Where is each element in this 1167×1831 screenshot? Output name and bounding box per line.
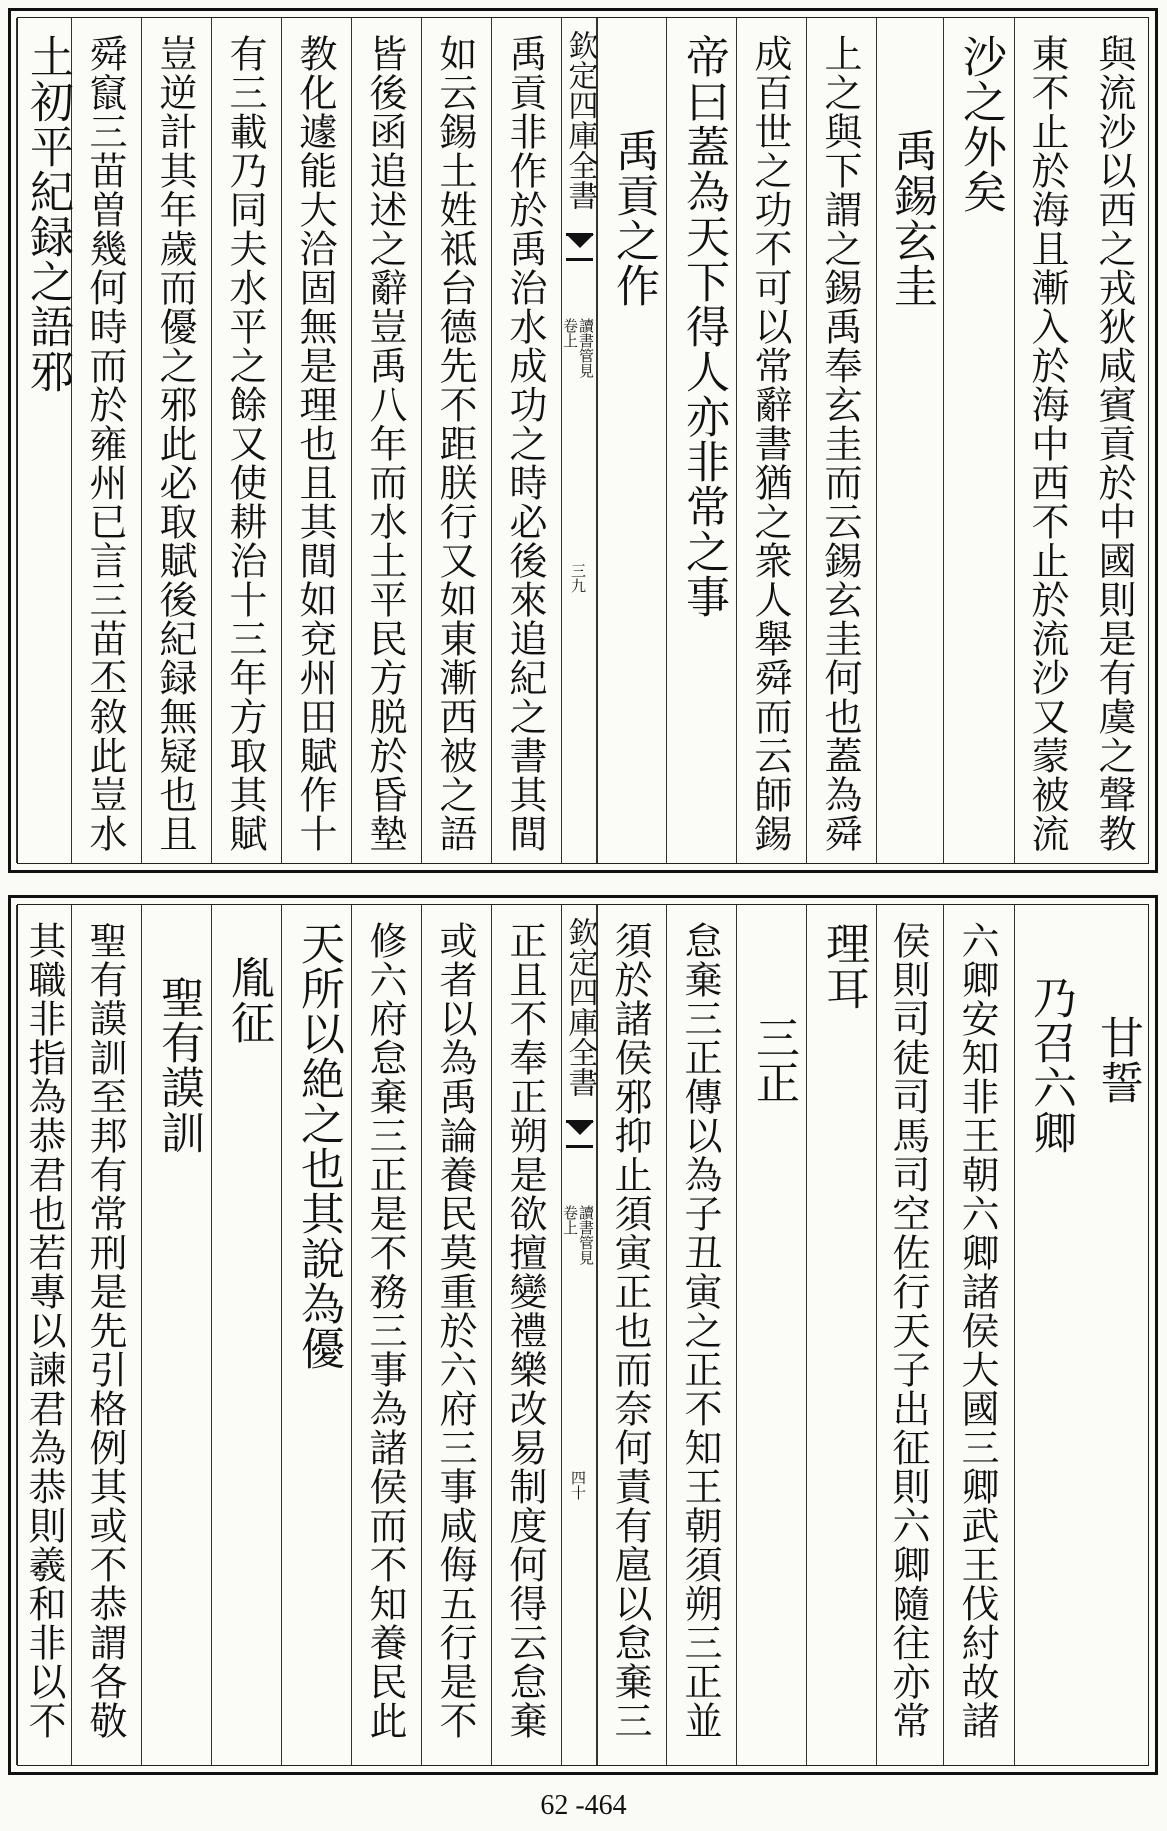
column (421, 905, 492, 1765)
column (141, 18, 212, 863)
column-text: 禹貢非作於禹治水成功之時必後來追紀之書其間 (503, 34, 547, 853)
strip-volume: 卷上 (561, 1205, 579, 1235)
column (596, 905, 667, 1765)
column-text: 須於諸侯邪抑止須寅正也而奈何責有扈以怠棄三 (608, 921, 652, 1740)
column-text: 上之與下謂之錫禹奉玄圭而云錫玄圭何也蓋為舜 (818, 34, 862, 853)
strip-volume: 卷上 (561, 318, 579, 348)
column-text: 如云錫土姓祗台德先不距朕行又如東漸西被之語 (433, 34, 477, 853)
column-text: 禹貢之作 (608, 128, 659, 308)
column-text: 怠棄三正傳以為子丑寅之正不知王朝須朔三正並 (678, 921, 722, 1740)
column (281, 18, 352, 863)
column (1014, 905, 1084, 1765)
page-lower (8, 895, 1158, 1775)
strip-title: 欽定四庫全書 (562, 917, 598, 1097)
column-text: 東不止於海且漸入於海中西不止於流沙又蒙被流 (1025, 34, 1069, 853)
page-upper-frame (17, 17, 1149, 864)
column-text: 帝曰蓋為天下得人亦非常之事 (678, 34, 729, 619)
column (1014, 18, 1084, 863)
column (806, 18, 877, 863)
column-text: 聖有謨訓至邦有常刑是先引格例其或不恭謂各敬 (83, 921, 127, 1740)
column-text: 沙之外矣 (955, 34, 1006, 214)
center-fold-strip (561, 18, 598, 863)
column (211, 18, 282, 863)
center-fold-strip (561, 905, 598, 1765)
column-text: 禹錫玄圭 (886, 128, 937, 308)
fish-tail-mark (566, 1120, 593, 1148)
column-text: 乃召六卿 (1025, 975, 1076, 1155)
column-text: 甘誓 (1092, 1015, 1143, 1105)
column (876, 18, 944, 863)
column (421, 18, 492, 863)
column (666, 18, 737, 863)
column-text: 侯則司徒司馬司空佐行天子出征則六卿隨往亦常 (886, 921, 930, 1740)
column (1083, 905, 1149, 1765)
column-text: 聖有謨訓 (153, 975, 204, 1155)
column (491, 18, 562, 863)
strip-leaf-number: 三九 (569, 563, 587, 593)
column-text: 成百世之功不可以常辭書猶之衆人舉舜而云師錫 (748, 34, 792, 853)
column (16, 905, 72, 1765)
strip-leaf-number: 四十 (569, 1470, 587, 1500)
page-lower-frame (17, 904, 1149, 1766)
column (281, 905, 352, 1765)
column-text: 胤征 (223, 955, 274, 1045)
column (141, 905, 212, 1765)
strip-title: 欽定四庫全書 (562, 30, 598, 210)
column (943, 905, 1015, 1765)
strip-book-title: 讀書管見 (577, 318, 595, 378)
column (351, 905, 422, 1765)
column (736, 18, 807, 863)
column (211, 905, 282, 1765)
column-text: 皆後函追述之辭豈禹八年而水土平民方脱於昏墊 (363, 34, 407, 853)
column-text: 六卿安知非王朝六卿諸侯大國三卿武王伐紂故諸 (955, 921, 999, 1740)
column-text: 教化遽能大洽固無是理也且其間如兗州田賦作十 (293, 34, 337, 853)
column-text: 修六府怠棄三正是不務三事為諸侯而不知養民此 (363, 921, 407, 1740)
column-text: 正且不奉正朔是欲擅變禮樂改易制度何得云怠棄 (503, 921, 547, 1740)
column-text: 其職非指為恭君也若專以諫君為恭則羲和非以不 (22, 921, 66, 1740)
column-text: 理耳 (818, 921, 869, 1011)
column (71, 18, 142, 863)
column-text: 舜竄三苗曽幾何時而於雍州已言三苗丕敘此豈水 (83, 34, 127, 853)
column-text: 豈逆計其年歲而優之邪此必取賦後紀録無疑也且 (153, 34, 197, 853)
column (71, 905, 142, 1765)
strip-book-title: 讀書管見 (577, 1205, 595, 1265)
page-number: 62 -464 (540, 1790, 627, 1821)
page-upper (8, 8, 1158, 873)
column (806, 905, 877, 1765)
column-text: 或者以為禹論養民莫重於六府三事咸侮五行是不 (433, 921, 477, 1740)
column-text: 有三載乃同夫水平之餘又使耕治十三年方取其賦 (223, 34, 267, 853)
column (666, 905, 737, 1765)
column-text: 與流沙以西之戎狄咸賓貢於中國則是有虞之聲教 (1092, 34, 1136, 853)
column (596, 18, 667, 863)
column-text: 三正 (748, 1015, 799, 1105)
column-text: 土初平紀録之語邪 (22, 34, 73, 394)
column (943, 18, 1015, 863)
column (876, 905, 944, 1765)
column (1083, 18, 1149, 863)
column (16, 18, 72, 863)
column-text: 天所以絶之也其說為優 (293, 921, 344, 1371)
column (491, 905, 562, 1765)
column (736, 905, 807, 1765)
fish-tail-mark (566, 233, 593, 261)
column (351, 18, 422, 863)
